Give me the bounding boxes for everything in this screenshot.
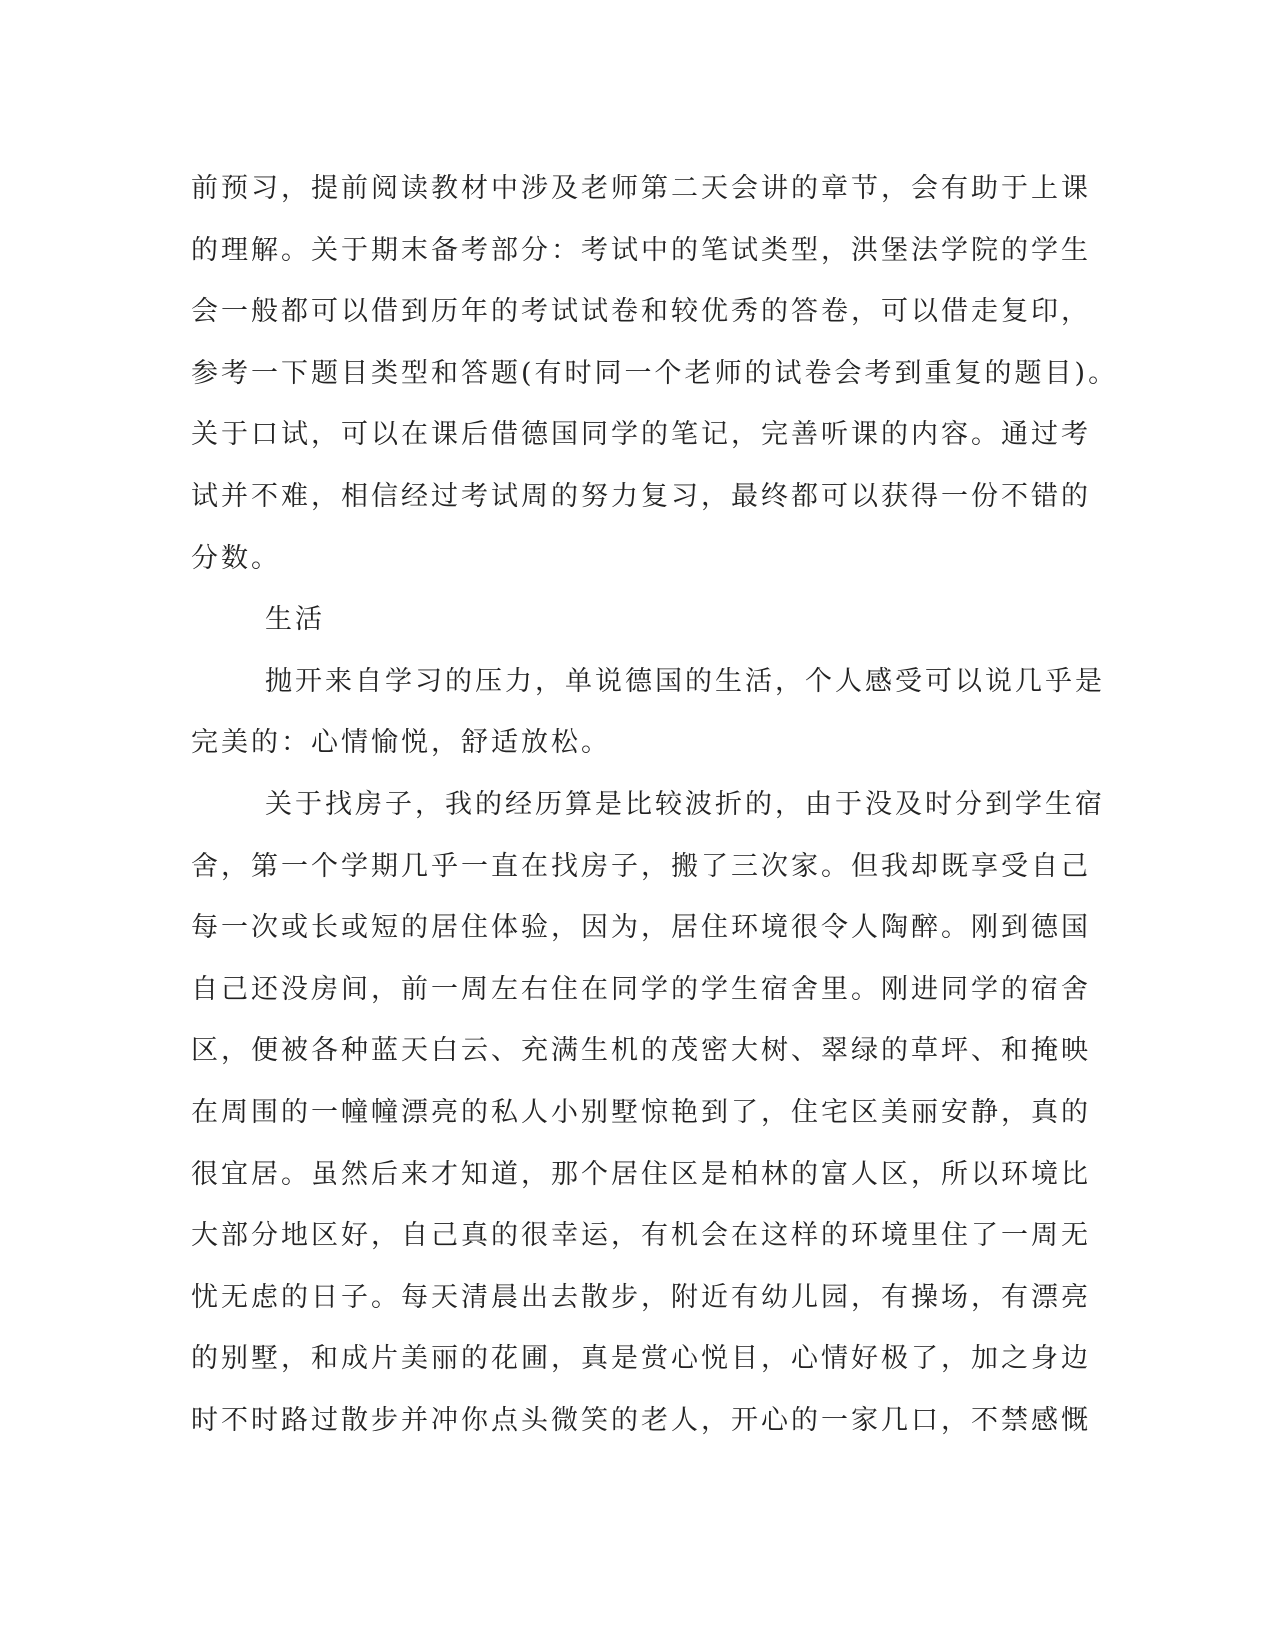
text-line: 参考一下题目类型和答题(有时同一个老师的试卷会考到重复的题目)。 <box>191 357 1119 389</box>
text-line: 大部分地区好，自己真的很幸运，有机会在这样的环境里住了一周无 <box>191 1220 1091 1252</box>
text-line: 很宜居。虽然后来才知道，那个居住区是柏林的富人区，所以环境比 <box>191 1158 1091 1190</box>
text-line: 完美的：心情愉悦，舒适放松。 <box>191 727 611 759</box>
text-line: 生活 <box>265 604 325 636</box>
text-line: 抛开来自学习的压力，单说德国的生活，个人感受可以说几乎是 <box>265 665 1105 697</box>
text-line: 分数。 <box>191 542 281 574</box>
paragraph-life-intro <box>191 651 1105 774</box>
text-line: 试并不难，相信经过考试周的努力复习，最终都可以获得一份不错的 <box>191 480 1091 512</box>
text-line: 前预习，提前阅读教材中涉及老师第二天会讲的章节，会有助于上课 <box>191 173 1091 204</box>
text-line: 自己还没房间，前一周左右住在同学的学生宿舍里。刚进同学的宿舍 <box>191 973 1091 1005</box>
text-line: 在周围的一幢幢漂亮的私人小别墅惊艳到了，住宅区美丽安静，真的 <box>191 1096 1091 1128</box>
text-line: 关于找房子，我的经历算是比较波折的，由于没及时分到学生宿 <box>265 788 1105 820</box>
text-line: 区，便被各种蓝天白云、充满生机的茂密大树、翠绿的草坪、和掩映 <box>191 1035 1091 1067</box>
text-line: 舍，第一个学期几乎一直在找房子，搬了三次家。但我却既享受自己 <box>191 850 1091 882</box>
text-line: 时不时路过散步并冲你点头微笑的老人，开心的一家几口，不禁感慨 <box>191 1404 1091 1436</box>
text-line: 的别墅，和成片美丽的花圃，真是赏心悦目，心情好极了，加之身边 <box>191 1343 1091 1375</box>
text-line: 会一般都可以借到历年的考试试卷和较优秀的答卷，可以借走复印， <box>191 296 1091 328</box>
text-line: 每一次或长或短的居住体验，因为，居住环境很令人陶醉。刚到德国 <box>191 912 1091 944</box>
document-body <box>191 158 1119 1451</box>
paragraph-exam-prep <box>191 158 1119 589</box>
text-line: 关于口试，可以在课后借德国同学的笔记，完善听课的内容。通过考 <box>191 419 1091 451</box>
text-line: 忧无虑的日子。每天清晨出去散步，附近有幼儿园，有操场，有漂亮 <box>191 1281 1091 1313</box>
section-heading-life <box>191 589 1081 651</box>
paragraph-housing <box>191 774 1105 1452</box>
text-line: 的理解。关于期末备考部分：考试中的笔试类型，洪堡法学院的学生 <box>191 234 1091 266</box>
